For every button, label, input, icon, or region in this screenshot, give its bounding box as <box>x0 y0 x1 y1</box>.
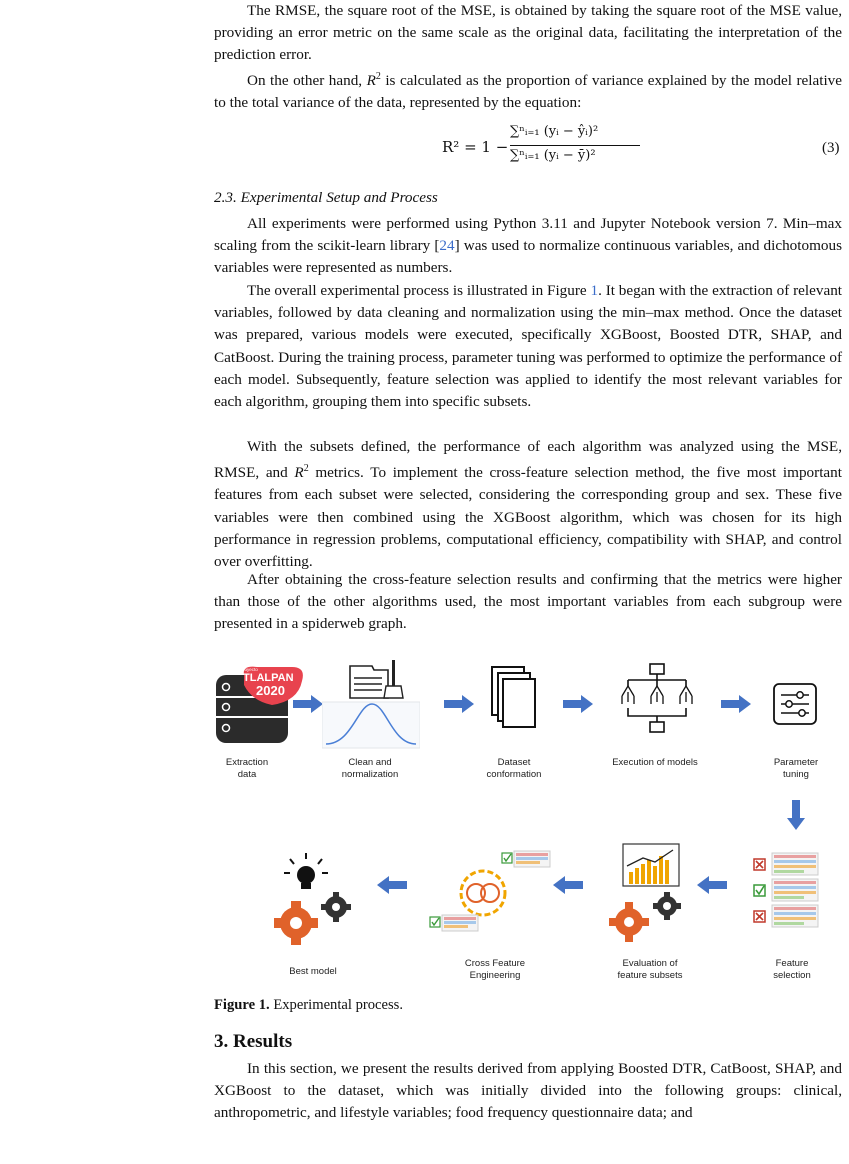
dataset-icon <box>490 665 536 731</box>
arrow-left-icon <box>697 876 727 894</box>
paragraph-rmse: The RMSE, the square root of the MSE, is obtained by taking the square root of the MSE value, providing an error metric on the same scale as the original data, facilitating the interpretation of the prediction error. <box>214 2 842 64</box>
arrow-left-icon <box>553 876 583 894</box>
logo-small-text: Proyecto <box>240 667 258 672</box>
logo-main-text: TLALPAN <box>243 672 294 684</box>
paragraph-subsets: With the subsets defined, the performance of each algorithm was analyzed using the MSE, RMSE, and $R^2$ metrics. To implement the cross-feature selection method, the five most important features from each subset were selected, considering the corresponding group and sex. These five variables were then combined using the XGBoost algorithm, which was chosen for its high performance in regression problems, computational efficiency, compatibility with SHAP, and control over overfitting. <box>214 438 842 571</box>
label-feature-selection: Feature selection <box>773 958 811 981</box>
equation-denominator: ∑ⁿᵢ₌₁ (yᵢ − ȳ)² <box>510 148 596 163</box>
arrow-right-icon <box>721 695 751 713</box>
evaluation-icon <box>605 842 693 942</box>
cross-feature-icon <box>428 845 554 935</box>
arrow-right-icon <box>293 695 323 713</box>
label-extraction: Extraction data <box>225 757 269 780</box>
label-best-model: Best model <box>289 966 337 977</box>
section-title: 3. Results <box>214 1031 293 1052</box>
arrow-left-icon <box>377 876 407 894</box>
label-execution: Execution of models <box>612 757 698 768</box>
label-cross-feature: Cross Feature Engineering <box>464 958 526 981</box>
figure-caption: Figure 1. Experimental process. <box>214 997 403 1013</box>
equation-r2 <box>430 124 849 172</box>
label-evaluation: Evaluation of feature subsets <box>617 958 683 981</box>
parameter-tuning-icon <box>772 682 818 726</box>
equation-numerator: ∑ⁿᵢ₌₁ (yᵢ − ŷᵢ)² <box>510 124 599 139</box>
clean-normalization-icon <box>322 658 420 750</box>
label-dataset: Dataset conformation <box>486 757 542 780</box>
arrow-down-icon <box>787 800 805 830</box>
paragraph-process: The overall experimental process is illustrated in Figure 1. It began with the extraction of relevant variables, followed by data cleaning and normalization using the min–max method. Once the dataset was prepared, various models were executed, specifically XGBoost, Boosted DTR, SHAP, and CatBoost. During the training process, parameter tuning was performed to optimize the performance of each model. Subsequently, feature selection was applied to identify the most relevant variables for each algorithm, grouping them into specific subsets. <box>214 282 843 411</box>
equation-number: (3) <box>822 140 840 156</box>
arrow-right-icon <box>563 695 593 713</box>
subsection-title: 2.3. Experimental Setup and Process <box>214 189 438 206</box>
paragraph-setup: All experiments were performed using Python 3.11 and Jupyter Notebook version 7. Min–max scaling from the scikit-learn library [24] was used to normalize continuous variables, and dichotomous variables were represented as numbers. <box>214 215 842 277</box>
paragraph-r2: On the other hand, $R^2$ is calculated as the proportion of variance explained by the model relative to the total variance of the data, represented by the equation: <box>214 71 843 112</box>
paragraph-results-graph: After obtaining the cross-feature selection results and confirming that the metrics were higher than those of the other algorithms used, the most important variables from each subgroup were presented in a spiderweb graph. <box>214 571 842 633</box>
paragraph-results: In this section, we present the results derived from applying Boosted DTR, CatBoost, SHAP, and XGBoost to the dataset, which was initially divided into the following groups: clinical, anthropometric, and lifestyle variables; food frequency questionnaire data; and <box>214 1060 842 1122</box>
citation-link[interactable]: 24 <box>439 237 455 255</box>
feature-selection-icon <box>752 845 822 931</box>
arrow-right-icon <box>444 695 474 713</box>
figure-link[interactable]: 1 <box>590 282 599 299</box>
logo-year-text: 2020 <box>256 683 285 698</box>
execution-models-icon <box>618 662 698 738</box>
best-model-icon <box>270 853 360 953</box>
label-clean: Clean and normalization <box>341 757 399 780</box>
equation-lhs: R² = 1 − <box>442 138 509 156</box>
label-parameter: Parameter tuning <box>773 757 819 780</box>
